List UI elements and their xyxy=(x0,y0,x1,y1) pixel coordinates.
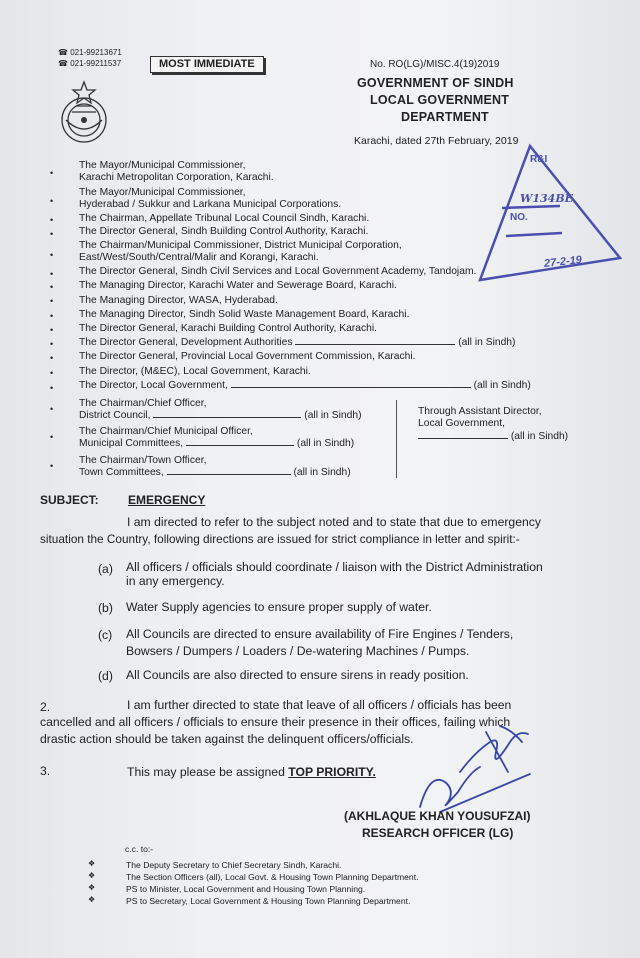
para-2-number: 2. xyxy=(40,700,51,714)
addressee: The Mayor/Municipal Commissioner, Karachi Metropolitan Corporation, Karachi. xyxy=(79,160,274,184)
addressee: The Director General, Development Authorities (all in Sindh) xyxy=(79,337,516,348)
phone-2: ☎ 021-99211537 xyxy=(58,59,122,68)
addressee: The Managing Director, Sindh Solid Waste Management Board, Karachi. xyxy=(79,309,410,320)
direction-marker: (c) xyxy=(98,628,113,642)
addressee: The Director General, Karachi Building Control Authority, Karachi. xyxy=(79,323,377,334)
cc-label: c.c. to:- xyxy=(125,844,154,854)
divider-line xyxy=(396,400,397,478)
most-immediate-box: MOST IMMEDIATE xyxy=(150,56,264,73)
addressee: The Mayor/Municipal Commissioner, Hyderabad / Sukkur and Larkana Municipal Corporations. xyxy=(79,187,342,211)
received-stamp: R&I W134BE NO. 27-2-19 xyxy=(470,138,630,293)
through-assistant-director: Through Assistant Director, Local Government, (all in Sindh) xyxy=(418,406,569,442)
para-3-text: This may please be assigned TOP PRIORITY. xyxy=(127,765,376,779)
cc-item: PS to Minister, Local Government and Housing Town Planning. xyxy=(126,884,366,894)
addressee: The Director General, Sindh Civil Services and Local Government Academy, Tandojam. xyxy=(79,266,477,277)
reference-number: No. RO(LG)/MISC.4(19)2019 xyxy=(370,59,500,70)
addressee: The Managing Director, Karachi Water and Sewerage Board, Karachi. xyxy=(79,280,397,291)
direction-d: All Councils are also directed to ensure sirens in ready position. xyxy=(126,668,469,682)
direction-marker: (b) xyxy=(98,601,113,615)
signatory-name: (AKHLAQUE KHAN YOUSUFZAI) xyxy=(344,809,531,823)
intro-line-2: situation the Country, following directions are issued for strict compliance in letter and spirit:- xyxy=(40,532,520,546)
direction-marker: (d) xyxy=(98,669,113,683)
subject-label: SUBJECT: xyxy=(40,493,99,507)
direction-c: All Councils are directed to ensure availability of Fire Engines / Tenders, Bowsers / Dumpers / Loaders / De-watering Machines / Pumps. xyxy=(126,627,514,658)
cc-item: The Section Officers (all), Local Govt. & Housing Town Planning Department. xyxy=(126,872,419,882)
diamond-bullet-icon: ❖ xyxy=(88,883,96,892)
cc-item: The Deputy Secretary to Chief Secretary Sindh, Karachi. xyxy=(126,860,342,870)
addressee: The Managing Director, WASA, Hyderabad. xyxy=(79,295,278,306)
govt-title-2: LOCAL GOVERNMENT xyxy=(370,93,510,107)
diamond-bullet-icon: ❖ xyxy=(88,859,96,868)
govt-title-1: GOVERNMENT OF SINDH xyxy=(357,76,514,90)
fax-icon: ☎ xyxy=(58,59,71,68)
addressee: The Director, Local Government, (all in Sindh) xyxy=(79,380,531,391)
signatory-title: RESEARCH OFFICER (LG) xyxy=(362,826,514,840)
phone-1: ☎ 021-99213671 xyxy=(58,48,122,57)
para-2-line-2: cancelled and all officers / officials to ensure their presence in their offices, failing which xyxy=(40,715,511,729)
intro-line-1: I am directed to refer to the subject noted and to state that due to emergency xyxy=(127,515,541,529)
council-addressee: The Chairman/Town Officer, Town Committees, (all in Sindh) xyxy=(79,455,351,479)
para-2-line-1: I am further directed to state that leave of all officers / officials has been xyxy=(127,698,512,712)
addressee: The Director, (M&EC), Local Government, Karachi. xyxy=(79,366,311,377)
cc-item: PS to Secretary, Local Government & Housing Town Planning Department. xyxy=(126,896,411,906)
para-2-line-3: drastic action should be taken against the delinquent officers/officials. xyxy=(40,732,414,746)
direction-a: All officers / officials should coordinate / liaison with the District Administration in any emergency. xyxy=(126,560,543,588)
addressee: The Director General, Sindh Building Control Authority, Karachi. xyxy=(79,226,369,237)
para-3-number: 3. xyxy=(40,764,51,778)
handwritten-signature xyxy=(400,712,550,822)
addressee: The Chairman/Municipal Commissioner, District Municipal Corporation, East/West/South/Central/Malir and Korangi, Karachi. xyxy=(79,240,402,264)
letter-date: Karachi, dated 27th February, 2019 xyxy=(354,135,519,147)
phone-icon: ☎ xyxy=(58,48,71,57)
direction-marker: (a) xyxy=(98,562,113,576)
subject-value: EMERGENCY xyxy=(128,493,206,507)
document-page: ☎ 021-99213671 ☎ 021-99211537 MOST IMMEDIATE No. RO(LG)/MISC.4(19)2019 GOVERNMENT OF SINDH LOCAL GOVERNMENT DEPARTMENT Karachi, dated 27th February, 2019 R&I W134BE NO. 27-2-19 • The Mayor/Municipal Commissioner, Karachi Metropolitan Corporation, Karachi. • The Mayor/Municipal Commissioner, Hyderabad / Sukkur and Larkana Municipal Corporations. • The Chairman, Appellate Tribunal Local Council Sindh, Karachi. • The Director General, Sindh Building Control Authority, Karachi. • The Chairman/Municipal Commissioner, District Municipal Corporation, East/West/South/Central/Malir and Korangi, Karachi. • The Director General, Sindh Civil Services and Local Government Academy, Tandojam. • The Managing Director, Karachi Water and Sewerage Board, Karachi. • The Managing Director, WASA, Hyderabad. • The Managing Director, Sindh Solid Waste Management Board, Karachi. • The Director General, Karachi Building Control Authority, Karachi. • The Director General, Development Authorities (all in Sindh) • The Director General, Provincial Local Government Commission, Karachi. • The Director, (M&EC), Local Government, Karachi. • The Director, Local Government, (all in Sindh) • The Chairman/Chief Officer, District Council, (all in Sindh) • The Chairman/Chief Municipal Officer, Municipal Committees, (all in Sindh) • The Chairman/Town Officer, Town Committees, (all in Sindh) Through Assistant Director, Local Government, (all in Sindh) SUBJECT: EMERGENCY I am directed to refer to the subject noted and to state that due to emergency situation the Country, following directions are issued for strict compliance in letter and spirit:- (a) All officers / officials should coordinate / liaison with the District Administration in any emergency. (b) Water Supply agencies to ensure proper supply of water. (c) All Councils are directed to ensure availability of Fire Engines / Tenders, Bowsers / Dumpers / Loaders / De-watering Machines / Pumps. (d) All Councils are also directed to ensure sirens in ready position. 2. I am further directed to state that leave of all officers / officials has been cancelled and all officers / officials to ensure their presence in their offices, failing which drastic action should be taken against the delinquent officers/officials. 3. This may please be assigned TOP PRIORITY. (AKHLAQUE KHAN YOUSUFZAI) RESEARCH OFFICER (LG) c.c. to:- ❖ The Deputy Secretary to Chief Secretary Sindh, Karachi. ❖ The Section Officers (all), Local Govt. & Housing Town Planning Department. ❖ PS to Minister, Local Government and Housing Town Planning. ❖ PS to Secretary, Local Government & Housing Town Planning Department. xyxy=(0,0,640,958)
government-emblem-icon xyxy=(52,78,116,150)
addressee: The Chairman, Appellate Tribunal Local Council Sindh, Karachi. xyxy=(79,213,370,224)
council-addressee: The Chairman/Chief Municipal Officer, Municipal Committees, (all in Sindh) xyxy=(79,426,355,450)
diamond-bullet-icon: ❖ xyxy=(88,871,96,880)
addressee: The Director General, Provincial Local Government Commission, Karachi. xyxy=(79,351,416,362)
diamond-bullet-icon: ❖ xyxy=(88,895,96,904)
govt-title-3: DEPARTMENT xyxy=(401,110,489,124)
direction-b: Water Supply agencies to ensure proper supply of water. xyxy=(126,600,432,614)
council-addressee: The Chairman/Chief Officer, District Council, (all in Sindh) xyxy=(79,398,362,422)
